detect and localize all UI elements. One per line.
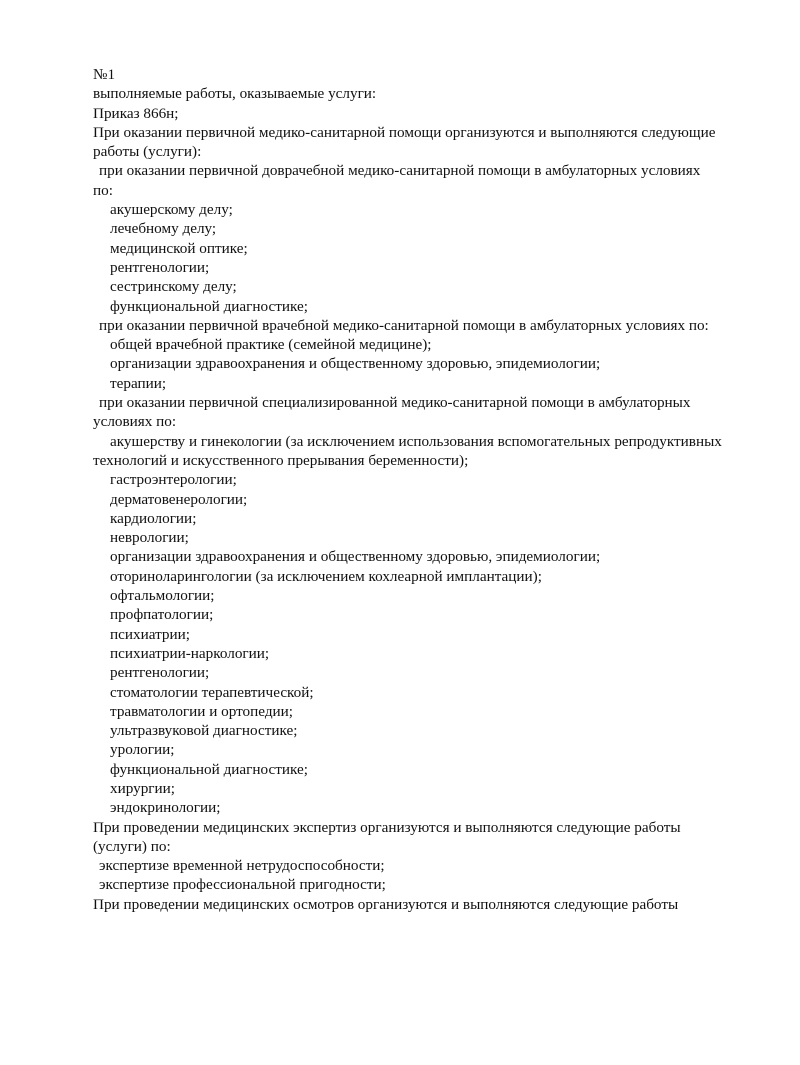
list-item: функциональной диагностике; xyxy=(110,760,308,778)
document-body xyxy=(93,65,773,914)
list-item: офтальмологии; xyxy=(110,587,215,605)
list-item: неврологии; xyxy=(110,529,189,547)
list-item: психиатрии-наркологии; xyxy=(110,644,270,662)
group-title: при оказании первичной специализированной медико-санитарной помощи в амбулаторных xyxy=(99,394,691,412)
list-item: ультразвуковой диагностике; xyxy=(110,722,298,740)
list-item: рентгенологии; xyxy=(110,258,210,276)
document-subtitle: выполняемые работы, оказываемые услуги: xyxy=(93,85,377,103)
list-item: экспертизе временной нетрудоспособности; xyxy=(99,857,385,875)
section-heading: При проведении медицинских осмотров организуются и выполняются следующие работы xyxy=(93,895,679,913)
list-item: кардиологии; xyxy=(110,509,197,527)
group-title: условиях по: xyxy=(93,413,177,431)
list-item: организации здравоохранения и общественному здоровью, эпидемиологии; xyxy=(110,355,601,373)
list-item: сестринскому делу; xyxy=(110,278,237,296)
list-item: гастроэнтерологии; xyxy=(110,471,237,489)
list-item: общей врачебной практике (семейной медицине); xyxy=(110,336,432,354)
group-title: по: xyxy=(93,181,113,199)
list-item: терапии; xyxy=(110,374,167,392)
list-item: рентгенологии; xyxy=(110,664,210,682)
list-item: функциональной диагностике; xyxy=(110,297,308,315)
document-number: №1 xyxy=(93,66,116,83)
section-heading: При оказании первичной медико-санитарной помощи организуются и выполняются следующие xyxy=(93,123,716,141)
list-item: медицинской оптике; xyxy=(110,239,248,257)
list-item: акушерскому делу; xyxy=(110,201,233,219)
list-item: стоматологии терапевтической; xyxy=(110,683,314,701)
group-title: при оказании первичной доврачебной медико-санитарной помощи в амбулаторных условиях xyxy=(99,162,701,180)
list-item: профпатологии; xyxy=(110,606,214,624)
list-item: хирургии; xyxy=(110,779,176,797)
list-item: травматологии и ортопедии; xyxy=(110,702,294,720)
list-item: оториноларингологии (за исключением кохлеарной имплантации); xyxy=(110,567,542,585)
list-item: урологии; xyxy=(110,741,175,759)
section-heading: При проведении медицинских экспертиз организуются и выполняются следующие работы xyxy=(93,818,681,836)
order-reference: Приказ 866н; xyxy=(93,104,179,122)
group-title: при оказании первичной врачебной медико-санитарной помощи в амбулаторных условиях по: xyxy=(99,316,709,334)
section-heading: (услуги) по: xyxy=(93,837,171,855)
list-item: лечебному делу; xyxy=(110,220,217,238)
section-heading: работы (услуги): xyxy=(93,143,202,161)
list-item: экспертизе профессиональной пригодности; xyxy=(99,876,386,894)
list-item: организации здравоохранения и общественному здоровью, эпидемиологии; xyxy=(110,548,601,566)
list-item: дерматовенерологии; xyxy=(110,490,248,508)
list-item: эндокринологии; xyxy=(110,799,221,817)
list-item: акушерству и гинекологии (за исключением использования вспомогательных репродуктивных xyxy=(110,432,722,450)
list-item: психиатрии; xyxy=(110,625,190,643)
list-item-continuation: технологий и искусственного прерывания беременности); xyxy=(93,451,469,469)
